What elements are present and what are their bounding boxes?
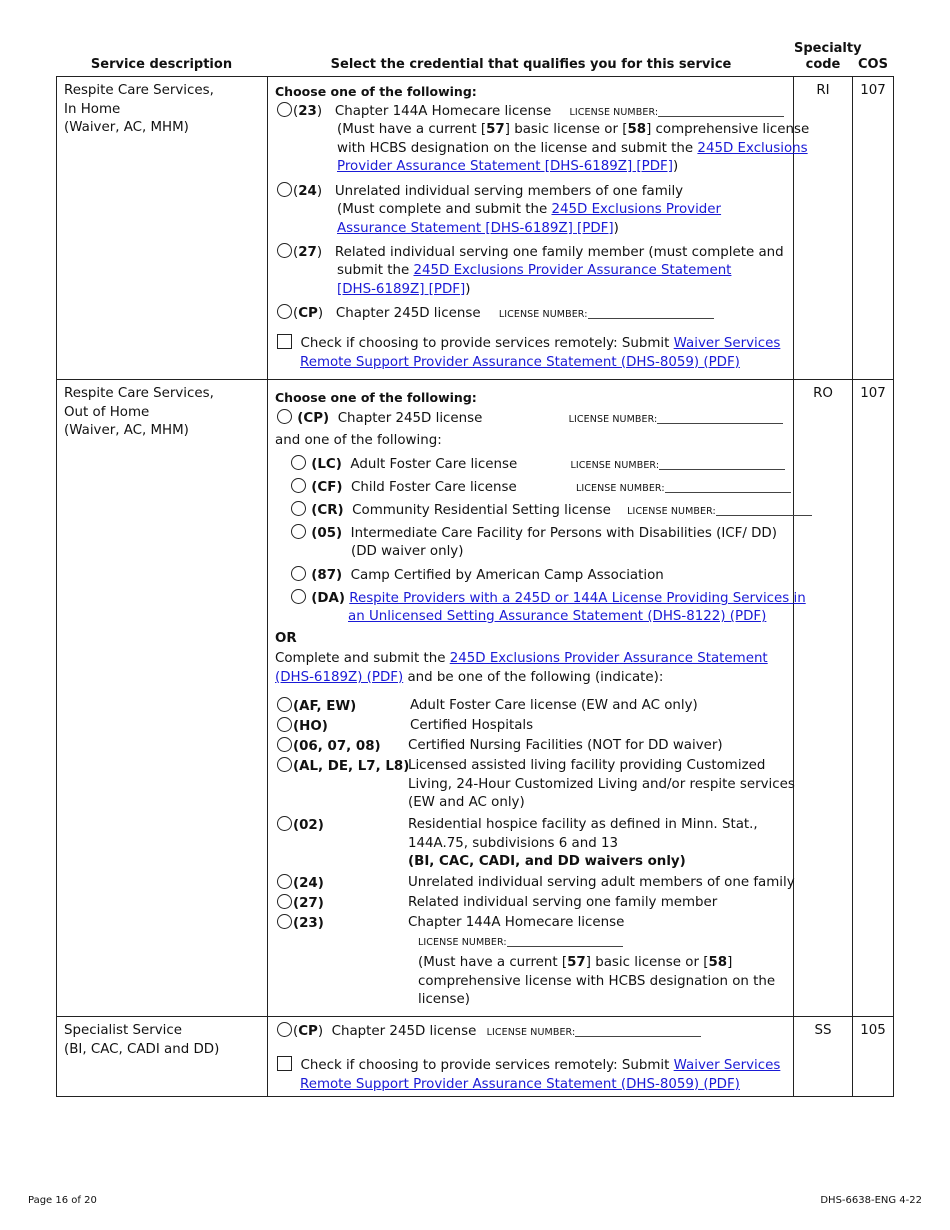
link-remote-support-cont[interactable]: Remote Support Provider Assurance Statement (DHS-8059) (PDF): [300, 354, 740, 370]
license-number-input[interactable]: [658, 116, 784, 117]
option-23-note: (Must have a current [57] basic license or [58] comprehensive license with HCBS designation on the license and submit the 245D Exclusions Provider Assurance Statement [DHS-6189Z] [PDF]): [337, 122, 810, 174]
specialty-code: SS: [814, 1023, 832, 1038]
header-select-credential: Select the credential that qualifies you for this service: [330, 57, 732, 72]
option-24-note: (Must complete and submit the 245D Exclusions Provider Assurance Statement [DHS-6189Z] [PDF]): [337, 202, 722, 236]
link-remote-support[interactable]: Waiver Services: [673, 336, 781, 351]
link-remote-support[interactable]: Waiver Services: [673, 1058, 781, 1073]
option-cp: (CP) Chapter 245D license LICENSE NUMBER:: [277, 1022, 701, 1043]
radio-87[interactable]: [291, 566, 306, 581]
list-item-al-de: (AL, DE, L7, L8): [277, 757, 409, 777]
link-245d-exclusions[interactable]: 245D Exclusions Provider Assurance Statement: [413, 263, 732, 278]
radio-23[interactable]: [277, 914, 292, 929]
option-cp: (CP) Chapter 245D license LICENSE NUMBER:: [277, 409, 783, 430]
radio-27[interactable]: [277, 894, 292, 909]
radio-cp[interactable]: [277, 304, 292, 319]
page-number: Page 16 of 20: [28, 1194, 97, 1206]
table-row-respite-out-of-home: [57, 380, 893, 1017]
option-da-link-cont: [348, 608, 766, 627]
specialty-code: RI: [816, 83, 830, 98]
radio-af-ew[interactable]: [277, 697, 292, 712]
service-description: Respite Care Services, Out of Home (Waiver, AC, MHM): [64, 386, 214, 438]
list-label: Licensed assisted living facility providing Customized Living, 24-Hour Customized Living and/or respite services (EW and AC only): [408, 758, 795, 810]
list-23-license: LICENSE NUMBER:: [418, 933, 623, 953]
option-cr: (CR) Community Residential Setting license LICENSE NUMBER:: [291, 501, 812, 522]
cos-value: 107: [860, 386, 886, 401]
option-23: (23) Chapter 144A Homecare license LICENSE NUMBER:: [277, 102, 784, 123]
credential-table: [56, 76, 894, 1097]
list-label: Unrelated individual serving adult members of one family: [408, 875, 795, 890]
radio-da[interactable]: [291, 589, 306, 604]
list-item-24: (24): [277, 874, 324, 894]
choose-one-heading: Choose one of the following:: [275, 390, 477, 405]
and-one-text: and one of the following:: [275, 433, 442, 448]
option-da: (DA) Respite Providers with a 245D or 144A License Providing Services in: [291, 589, 806, 609]
complete-submit-text: Complete and submit the 245D Exclusions Provider Assurance Statement (DHS-6189Z) (PDF) and be one of the following (indicate):: [275, 651, 768, 685]
option-cp: (CP) Chapter 245D license LICENSE NUMBER:: [277, 304, 714, 325]
link-245d-exclusions[interactable]: 245D Exclusions: [697, 140, 808, 156]
remote-option: Check if choosing to provide services remotely: Submit Waiver Services Remote Support Provider Assurance Statement (DHS-8059) (PDF): [277, 334, 780, 372]
list-item-23: (23): [277, 914, 324, 934]
radio-06-07-08[interactable]: [277, 737, 292, 752]
link-245d-exclusions[interactable]: 245D Exclusions Provider: [551, 202, 722, 217]
remote-checkbox[interactable]: [277, 1056, 292, 1071]
service-description: Respite Care Services, In Home (Waiver, AC, MHM): [64, 83, 214, 135]
license-number-input[interactable]: [588, 318, 714, 319]
option-24: (24) Unrelated individual serving members of one family: [277, 182, 683, 202]
form-number: DHS-6638-ENG 4-22: [820, 1194, 922, 1206]
or-text: OR: [275, 631, 297, 646]
option-05-note: (DD waiver only): [351, 544, 464, 559]
table-row-specialist: [57, 1017, 893, 1097]
radio-24[interactable]: [277, 874, 292, 889]
link-245d-exclusions[interactable]: 245D Exclusions Provider Assurance Statement: [449, 651, 768, 666]
radio-27[interactable]: [277, 243, 292, 258]
license-number-input[interactable]: [716, 515, 812, 516]
list-item-af-ew: (AF, EW): [277, 697, 356, 717]
link-245d-exclusions-cont[interactable]: Assurance Statement [DHS-6189Z] [PDF]: [337, 220, 614, 236]
radio-23[interactable]: [277, 102, 292, 117]
list-label: Adult Foster Care license (EW and AC only): [410, 698, 698, 713]
header-service-description: Service description: [90, 57, 233, 72]
option-87: (87) Camp Certified by American Camp Association: [291, 566, 664, 586]
service-description: Specialist Service (BI, CAC, CADI and DD): [64, 1023, 220, 1057]
list-label: Certified Hospitals: [410, 718, 534, 733]
header-specialty-code: Specialty code: [794, 41, 862, 72]
license-number-input[interactable]: [657, 423, 783, 424]
list-23-note: (Must have a current [57] basic license or [58] comprehensive license with HCBS designation on the license): [418, 955, 776, 1007]
option-lc: (LC) Adult Foster Care license LICENSE NUMBER:: [291, 455, 785, 476]
radio-lc[interactable]: [291, 455, 306, 470]
radio-cp[interactable]: [277, 1022, 292, 1037]
license-number-input[interactable]: [665, 492, 791, 493]
radio-cp[interactable]: [277, 409, 292, 424]
remote-option: Check if choosing to provide services remotely: Submit Waiver Services Remote Support Provider Assurance Statement (DHS-8059) (PDF): [277, 1056, 780, 1094]
list-item-27: (27): [277, 894, 324, 914]
list-label: Residential hospice facility as defined in Minn. Stat., 144A.75, subdivisions 6 and 13 (BI, CAC, CADI, and DD waivers only): [408, 817, 758, 869]
option-05: (05) Intermediate Care Facility for Persons with Disabilities (ICF/ DD): [291, 524, 777, 544]
list-label: Related individual serving one family member: [408, 895, 718, 910]
link-245d-exclusions-cont[interactable]: Provider Assurance Statement [DHS-6189Z] [PDF]: [337, 159, 673, 174]
link-245d-exclusions-cont[interactable]: [DHS-6189Z] [PDF]: [337, 281, 466, 297]
link-245d-exclusions-cont[interactable]: (DHS-6189Z) (PDF): [275, 669, 404, 685]
license-number-input[interactable]: [659, 469, 785, 470]
list-label: Chapter 144A Homecare license: [408, 915, 625, 930]
table-row-respite-in-home: [57, 77, 893, 380]
radio-al-de[interactable]: [277, 757, 292, 772]
option-27: (27) Related individual serving one family member (must complete and: [277, 243, 784, 263]
radio-24[interactable]: [277, 182, 292, 197]
table-header: [56, 40, 894, 75]
radio-05[interactable]: [291, 524, 306, 539]
license-number-input[interactable]: [507, 946, 623, 947]
radio-ho[interactable]: [277, 717, 292, 732]
link-respite-providers[interactable]: Respite Providers with a 245D or 144A License Providing Services in: [349, 591, 806, 606]
list-label: Certified Nursing Facilities (NOT for DD waiver): [408, 738, 723, 753]
choose-one-heading: Choose one of the following:: [275, 84, 477, 99]
link-remote-support-cont[interactable]: Remote Support Provider Assurance Statement (DHS-8059) (PDF): [300, 1076, 740, 1092]
cos-value: 105: [860, 1023, 886, 1038]
cos-value: 107: [860, 83, 886, 98]
radio-cf[interactable]: [291, 478, 306, 493]
remote-checkbox[interactable]: [277, 334, 292, 349]
specialty-code: RO: [813, 386, 833, 401]
radio-02[interactable]: [277, 816, 292, 831]
list-item-02: (02): [277, 816, 324, 836]
list-item-ho: (HO): [277, 717, 328, 737]
license-number-input[interactable]: [575, 1036, 701, 1037]
option-cf: (CF) Child Foster Care license LICENSE NUMBER:: [291, 478, 791, 499]
list-item-06-07-08: (06, 07, 08): [277, 737, 381, 757]
header-cos: COS: [858, 57, 888, 72]
radio-cr[interactable]: [291, 501, 306, 516]
link-respite-providers-cont[interactable]: an Unlicensed Setting Assurance Statement (DHS-8122) (PDF): [348, 609, 767, 624]
option-27-note: submit the 245D Exclusions Provider Assurance Statement [DHS-6189Z] [PDF]): [337, 263, 732, 297]
